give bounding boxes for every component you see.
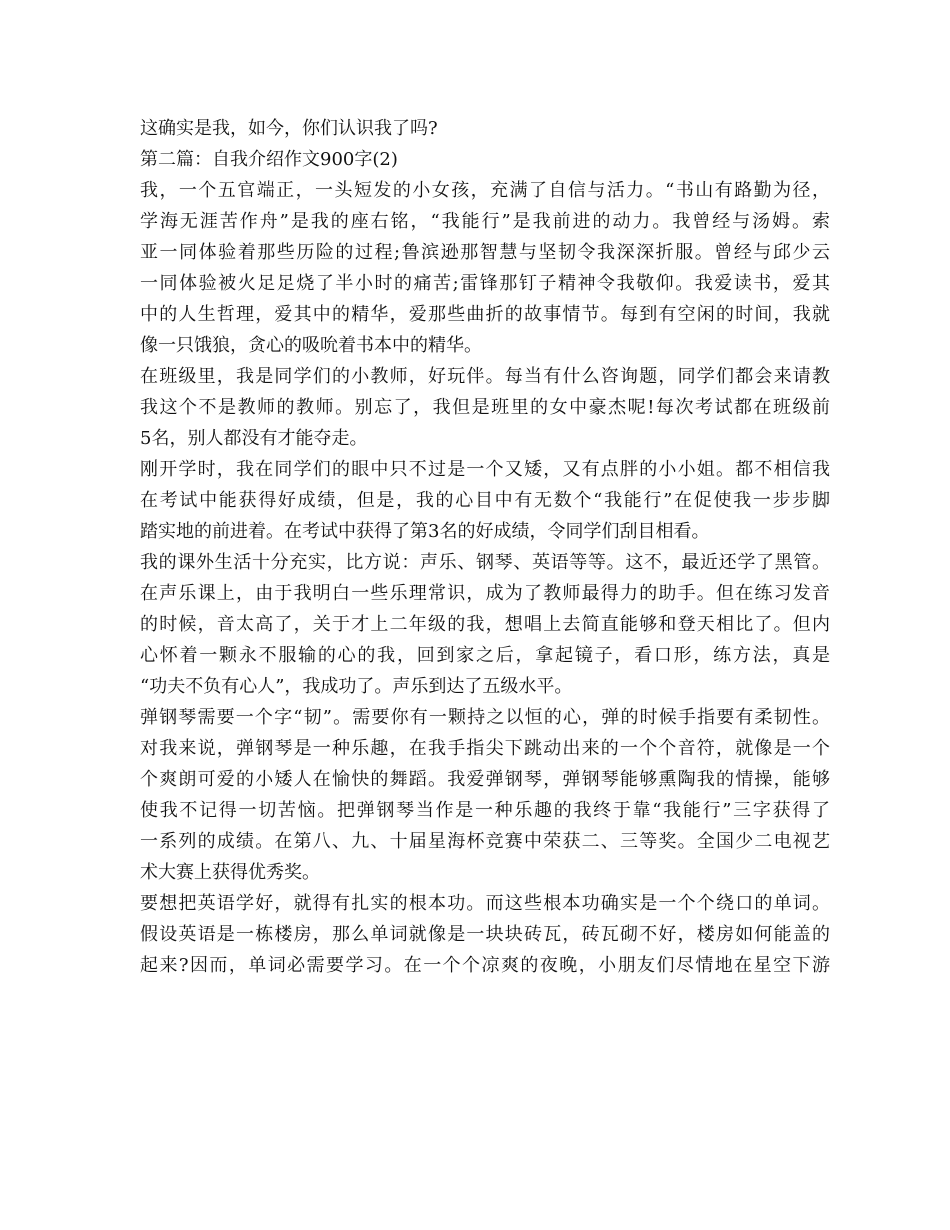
- text-line: 弹钢琴需要一个字“韧”。需要你有一颗持之以恒的心，弹的时候手指要有柔韧性。: [140, 707, 830, 728]
- text-line: 术大赛上获得优秀奖。: [140, 862, 320, 883]
- text-line: 要想把英语学好，就得有扎实的根本功。而这些根本功确实是一个个绕口的单词。: [140, 893, 830, 914]
- section-heading: 第二篇：自我介绍作文900字(2): [140, 149, 398, 170]
- text-line: 一系列的成绩。在第八、九、十届星海杯竞赛中荣获二、三等奖。全国少二电视艺: [140, 831, 830, 852]
- text-line: 假设英语是一栋楼房，那么单词就像是一块块砖瓦，砖瓦砌不好，楼房如何能盖的: [140, 924, 830, 945]
- text-line: 在声乐课上，由于我明白一些乐理常识，成为了教师最得力的助手。但在练习发音: [140, 583, 830, 604]
- text-line: 我，一个五官端正，一头短发的小女孩，充满了自信与活力。“书山有路勤为径，: [140, 180, 830, 201]
- text-line: 中的人生哲理，爱其中的精华，爱那些曲折的故事情节。每到有空闲的时间，我就: [140, 304, 830, 325]
- text-line: 亚一同体验着那些历险的过程;鲁滨逊那智慧与坚韧令我深深折服。曾经与邱少云: [140, 242, 830, 263]
- text-line: 我这个不是教师的教师。别忘了，我但是班里的女中豪杰呢!每次考试都在班级前: [140, 397, 830, 418]
- text-line: “功夫不负有心人”，我成功了。声乐到达了五级水平。: [140, 676, 573, 697]
- text-line: 像一只饿狼，贪心的吸吮着书本中的精华。: [140, 335, 482, 356]
- text-line: 这确实是我，如今，你们认识我了吗?: [140, 118, 438, 139]
- text-line: 起来?因而，单词必需要学习。在一个个凉爽的夜晚，小朋友们尽情地在星空下游: [140, 955, 830, 976]
- text-line: 在考试中能获得好成绩，但是，我的心目中有无数个“我能行”在促使我一步步脚: [140, 490, 830, 511]
- text-line: 学海无涯苦作舟”是我的座右铭，“我能行”是我前进的动力。我曾经与汤姆。索: [140, 211, 830, 232]
- document-body: [140, 113, 830, 981]
- text-line: 我的课外生活十分充实，比方说：声乐、钢琴、英语等等。这不，最近还学了黑管。: [140, 552, 830, 573]
- text-line: 刚开学时，我在同学们的眼中只不过是一个又矮，又有点胖的小小姐。都不相信我: [140, 459, 830, 480]
- text-line: 个爽朗可爱的小矮人在愉快的舞蹈。我爱弹钢琴，弹钢琴能够熏陶我的情操，能够: [140, 769, 830, 790]
- text-line: 心怀着一颗永不服输的心的我，回到家之后，拿起镜子，看口形，练方法，真是: [140, 645, 830, 666]
- text-line: 在班级里，我是同学们的小教师，好玩伴。每当有什么咨询题，同学们都会来请教: [140, 366, 830, 387]
- text-line: 对我来说，弹钢琴是一种乐趣，在我手指尖下跳动出来的一个个音符，就像是一个: [140, 738, 830, 759]
- text-line: 的时候，音太高了，关于才上二年级的我，想唱上去简直能够和登天相比了。但内: [140, 614, 830, 635]
- text-line: 使我不记得一切苦恼。把弹钢琴当作是一种乐趣的我终于靠“我能行”三字获得了: [140, 800, 830, 821]
- text-line: 一同体验被火足足烧了半小时的痛苦;雷锋那钉子精神令我敬仰。我爱读书，爱其: [140, 273, 830, 294]
- text-line: 踏实地的前进着。在考试中获得了第3名的好成绩，令同学们刮目相看。: [140, 521, 710, 542]
- text-line: 5名，别人都没有才能夺走。: [140, 428, 368, 449]
